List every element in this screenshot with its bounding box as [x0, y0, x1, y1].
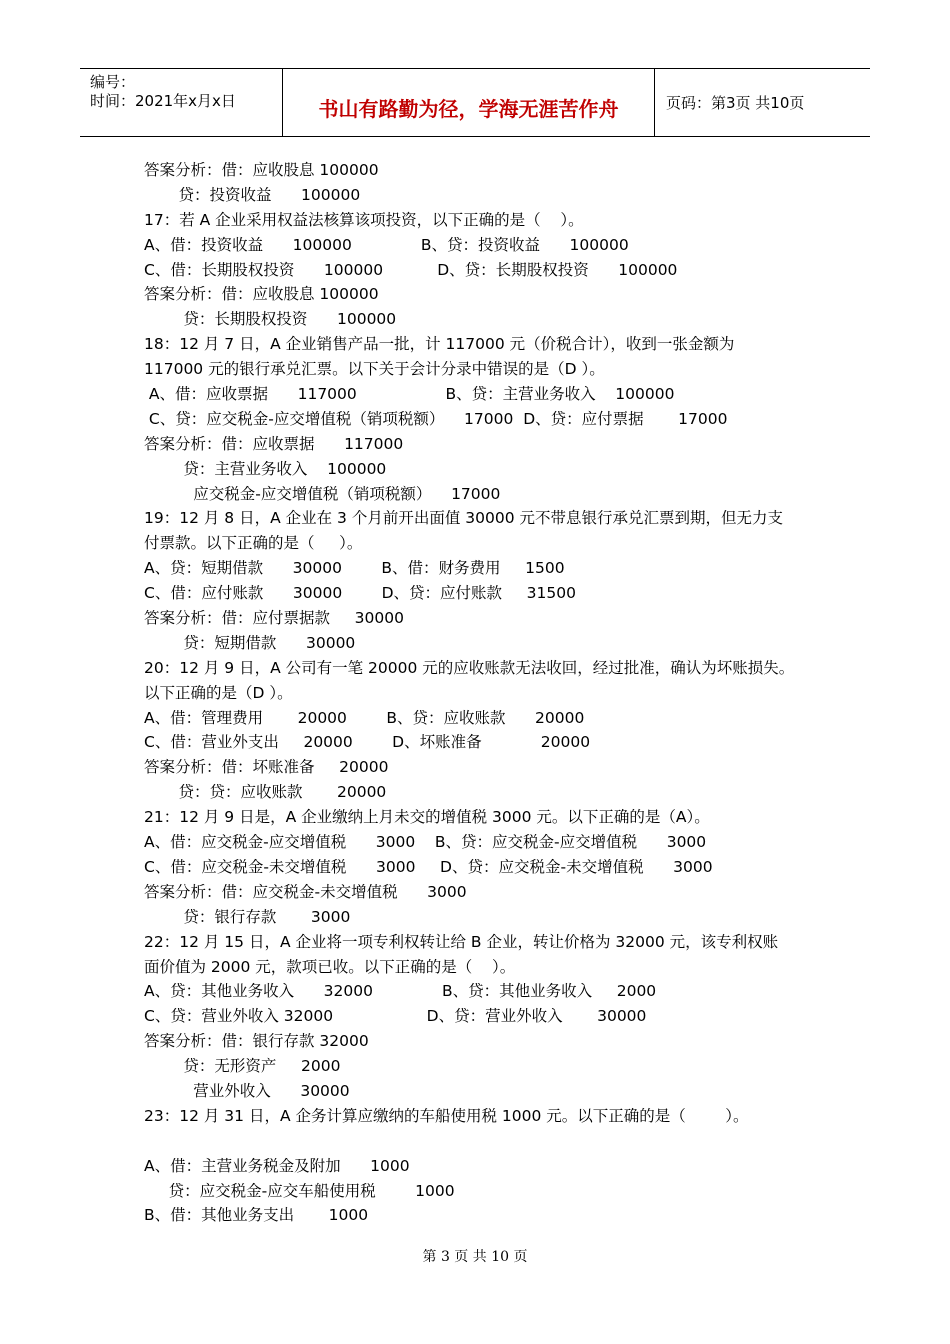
text-line: 19：12 月 8 日，A 企业在 3 个月前开出面值 30000 元不带息银行承兑汇票到期，但无力支	[144, 509, 783, 528]
text-line: C、贷：营业外收入 32000 D、贷：营业外收入 30000	[144, 1007, 647, 1026]
text-line: 答案分析：借：应收股息 100000	[144, 285, 379, 304]
header-top-rule	[80, 68, 870, 69]
text-line: C、借：营业外支出 20000 D、坏账准备 20000	[144, 733, 591, 752]
text-line: A、借：管理费用 20000 B、贷：应收账款 20000	[144, 708, 585, 727]
text-line: A、借：主营业务税金及附加 1000	[144, 1156, 410, 1175]
text-line: 117000 元的银行承兑汇票。以下关于会计分录中错误的是（D ）。	[144, 360, 605, 379]
text-line: 付票款。以下正确的是（ ）。	[144, 534, 363, 553]
text-line: B、借：其他业务支出 1000	[144, 1206, 369, 1225]
text-line: 贷：银行存款 3000	[144, 907, 351, 926]
text-line: A、借：应收票据 117000 B、贷：主营业务收入 100000	[144, 385, 675, 404]
text-line: 营业外收入 30000	[144, 1081, 350, 1100]
header-bottom-rule	[80, 136, 870, 137]
text-line: A、借：投资收益 100000 B、贷：投资收益 100000	[144, 235, 629, 254]
page-footer: 第 3 页 共 10 页	[422, 1249, 528, 1265]
text-line: A、贷：其他业务收入 32000 B、贷：其他业务收入 2000	[144, 982, 657, 1001]
text-line: 17：若 A 企业采用权益法核算该项投资，以下正确的是（ ）。	[144, 210, 584, 229]
document-body	[144, 158, 844, 1228]
text-line: C、借：应付账款 30000 D、贷：应付账款 31500	[144, 584, 576, 603]
text-line: A、贷：短期借款 30000 B、借：财务费用 1500	[144, 559, 565, 578]
text-line: 贷：投资收益 100000	[144, 185, 361, 204]
text-line: 答案分析：借：应付票据款 30000	[144, 609, 404, 628]
text-line: 贷：无形资产 2000	[144, 1057, 341, 1076]
text-line: 答案分析：借：应收股息 100000	[144, 161, 379, 179]
text-line: 答案分析：借：银行存款 32000	[144, 1032, 369, 1051]
text-line: 18：12 月 7 日，A 企业销售产品一批，计 117000 元（价税合计），收到一张金额为	[144, 335, 735, 354]
blank-line	[144, 1129, 844, 1154]
text-line: 答案分析：借：应交税金-未交增值税 3000	[144, 882, 467, 901]
header-motto: 书山有路勤为径，学海无涯苦作舟	[318, 97, 619, 121]
text-line: 21：12 月 9 日是，A 企业缴纳上月未交的增值税 3000 元。以下正确的是（A）。	[144, 808, 710, 827]
text-line: 贷：应交税金-应交车船使用税 1000	[144, 1181, 455, 1200]
text-line: 贷：主营业务收入 100000	[144, 459, 387, 478]
header-time-label: 时间：2021年x月x日	[90, 92, 236, 110]
header-divider-right	[654, 68, 655, 136]
text-line: 20：12 月 9 日，A 公司有一笔 20000 元的应收账款无法收回，经过批准，确认为坏账损失。	[144, 658, 795, 677]
text-line: 贷：贷：应收账款 20000	[144, 783, 387, 802]
header-page-label: 页码：第3页 共10页	[666, 94, 805, 112]
text-line: 面价值为 2000 元，款项已收。以下正确的是（ ）。	[144, 957, 516, 976]
header-code-label: 编号：	[90, 73, 136, 91]
text-line: C、贷：应交税金-应交增值税（销项税额） 17000 D、贷：应付票据 17000	[144, 409, 728, 428]
text-line: 贷：短期借款 30000	[144, 633, 356, 652]
text-line: 23：12 月 31 日，A 企务计算应缴纳的车船使用税 1000 元。以下正确的是（ ）。	[144, 1106, 749, 1125]
text-line: 答案分析：借：坏账准备 20000	[144, 758, 389, 777]
text-line: 22：12 月 15 日，A 企业将一项专利权转让给 B 企业，转让价格为 32000 元，该专利权账	[144, 932, 779, 951]
text-line: 以下正确的是（D ）。	[144, 683, 293, 702]
text-line: A、借：应交税金-应交增值税 3000 B、贷：应交税金-应交增值税 3000	[144, 833, 707, 852]
text-line: 应交税金-应交增值税（销项税额） 17000	[144, 484, 501, 503]
text-line: 答案分析：借：应收票据 117000	[144, 434, 404, 453]
text-line: C、借：应交税金-未交增值税 3000 D、贷：应交税金-未交增值税 3000	[144, 857, 713, 876]
text-line: C、借：长期股权投资 100000 D、贷：长期股权投资 100000	[144, 260, 678, 279]
text-line: 贷：长期股权投资 100000	[144, 310, 397, 329]
